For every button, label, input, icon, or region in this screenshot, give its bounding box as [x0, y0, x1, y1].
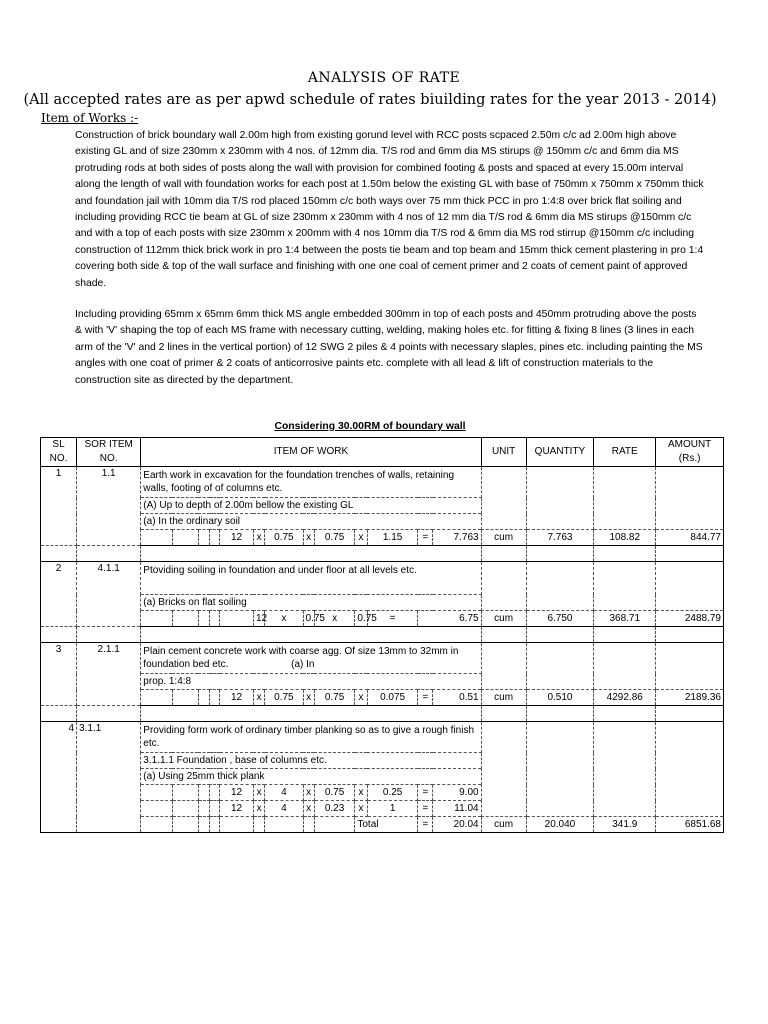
table-row [41, 643, 724, 674]
calc-number: 12 [253, 611, 264, 627]
calc-breadth: 0.75 [314, 690, 355, 706]
calc-breadth: 0.75 [314, 530, 355, 546]
calc-equals: = [418, 530, 433, 546]
table-row [41, 467, 724, 498]
calc-length: 4 [265, 801, 303, 817]
calc-times: x [303, 785, 314, 801]
calc-depth: 1.15 [367, 530, 418, 546]
table-header-row [41, 438, 724, 467]
total-result: 20.04 [433, 817, 481, 833]
calc-length: 0.75 [303, 611, 314, 627]
item-2-sub-item: (a) Bricks on flat soiling [141, 595, 481, 611]
calc-result: 0.51 [433, 690, 481, 706]
calc-length: 0.75 [265, 530, 303, 546]
calc-times: x [303, 690, 314, 706]
item-1-sub-item: (a) In the ordinary soil [141, 514, 481, 530]
table-row [41, 817, 724, 833]
calc-result: 7.763 [433, 530, 481, 546]
header-amount: AMOUNT (Rs.) [656, 438, 724, 467]
item-3-proportion: prop. 1:4:8 [141, 674, 481, 690]
item-3-description [141, 643, 481, 674]
calc-result: 9.00 [433, 785, 481, 801]
item-1-quantity: 7.763 [526, 530, 594, 546]
calc-depth: 0.075 [367, 690, 418, 706]
calc-number: 12 [220, 801, 254, 817]
calc-times: x [355, 690, 367, 706]
spacer-row [41, 627, 724, 643]
item-3-quantity: 0.510 [526, 690, 594, 706]
table-row [41, 722, 724, 753]
calc-times: x [253, 801, 264, 817]
table-row [41, 611, 724, 627]
calc-result: 11.04 [433, 801, 481, 817]
item-4-quantity: 20.040 [526, 817, 594, 833]
item-2-rate: 368.71 [594, 611, 656, 627]
item-1-rate: 108.82 [594, 530, 656, 546]
spacer-row [41, 706, 724, 722]
calc-times: x [303, 801, 314, 817]
header-rate: RATE [594, 438, 656, 467]
calc-times: x [265, 611, 303, 627]
item-3-sub-item: (a) In [291, 659, 315, 670]
calc-times: x [314, 611, 355, 627]
item-3-rate: 4292.86 [594, 690, 656, 706]
calc-depth: 1 [367, 801, 418, 817]
calc-breadth: 0.23 [314, 801, 355, 817]
item-3-description-text: Plain cement concrete work with coarse agg. Of size 13mm to 32mm in foundation bed etc. [143, 646, 459, 670]
spacer-row [41, 546, 724, 562]
calc-equals: = [418, 801, 433, 817]
item-3-unit: cum [481, 690, 526, 706]
header-quantity: QUANTITY [526, 438, 594, 467]
calc-result: 6.75 [418, 611, 481, 627]
item-2-description: Ptoviding soiling in foundation and under floor at all levels etc. [141, 562, 481, 595]
item-3-sl: 3 [41, 643, 77, 706]
calc-times: x [355, 801, 367, 817]
work-description-paragraph-1: Construction of brick boundary wall 2.00m high from existing gorund level with RCC posts scpaced 2.50m c/c ad 2.00m high above existing GL and of size 230mm x 230mm with 4 nos. of 12mm dia. T/S rod and 6mm dia MS stirups @ 150mm c/c and 6mm dia MS protruding rods at both sides of posts along the wall with provision for combined footing & posts and spaced at every 15.00m interval along the length of wall with foundation works for each post at 1.50m below the existing GL with base of 750mm x 750mm x 750mm thick and foundation jail with 10mm dia T/S rod placed 150mm c/c both ways over 75 mm thick PCC in pro 1:4:8 over brick flat soiling and including providing RCC tie beam at GL of size 230mm x 230mm with 4 nos of 12 mm dia T/S rod & 6mm dia MS stirups @150mm c/c and with a top of each posts with size 230mm x 200mm with 4 nos 10mm dia T/S rod & 6mm dia MS rod stirrup @150mm c/c including construction of 112mm thick brick work in pro 1:4 between the posts tie beam and top beam and 15mm thick cement plastering in pro 1:4 covering both side & top of the wall surface and finishing with one one coal of cement primer and 2 coats of cement paint of approved shade. [75, 130, 704, 289]
calc-equals: = [418, 785, 433, 801]
calc-breadth: 0.75 [314, 785, 355, 801]
calc-length: 0.75 [265, 690, 303, 706]
rate-analysis-table [40, 437, 724, 833]
header-sl-no: SL NO. [41, 438, 77, 467]
item-2-quantity: 6.750 [526, 611, 594, 627]
calc-times: x [253, 785, 264, 801]
calc-equals: = [367, 611, 418, 627]
header-item-of-work: ITEM OF WORK [141, 438, 481, 467]
calc-number: 12 [220, 530, 254, 546]
calc-number: 12 [220, 785, 254, 801]
item-2-amount: 2488.79 [656, 611, 724, 627]
items-of-work-label: Item of Works :- [41, 111, 139, 125]
calc-times: x [303, 530, 314, 546]
item-4-sl: 4 [41, 722, 77, 833]
item-1-amount: 844.77 [656, 530, 724, 546]
calc-times: x [253, 690, 264, 706]
item-4-description: Providing form work of ordinary timber planking so as to give a rough finish etc. [141, 722, 481, 753]
table-row [41, 562, 724, 595]
header-sor-item-no: SOR ITEM NO. [77, 438, 141, 467]
calc-times: x [355, 785, 367, 801]
item-4-sub-item: (a) Using 25mm thick plank [141, 769, 481, 785]
item-4-unit: cum [481, 817, 526, 833]
item-4-description-foundation: 3.1.1.1 Foundation , base of columns etc. [141, 753, 481, 769]
calc-length: 4 [265, 785, 303, 801]
work-description-paragraph-2: Including providing 65mm x 65mm 6mm thick MS angle embedded 300mm in top of each posts and 450mm protruding above the posts & with 'V' shaping the top of each MS frame with necessary cutting, welding, making holes etc. for fitting & fixing 8 lines (3 lines in each arm of the 'V' and 2 lines in the vertical portion) of 12 SWG 2 piles & 4 points with necessary slaples, pines etc. including painting the MS angles with one coat of primer & 2 coats of anticorrosive paints etc. complete with all lead & lift of construction materials to the construction site as directed by the department. [75, 309, 703, 386]
page-title: ANALYSIS OF RATE [307, 70, 461, 86]
total-label: Total [355, 817, 418, 833]
calc-times: x [253, 530, 264, 546]
item-2-unit: cum [481, 611, 526, 627]
calc-breadth: 0.75 [355, 611, 367, 627]
calc-equals: = [418, 690, 433, 706]
header-unit: UNIT [481, 438, 526, 467]
calc-depth: 0.25 [367, 785, 418, 801]
table-row [41, 530, 724, 546]
item-1-sl: 1 [41, 467, 77, 546]
item-4-amount: 6851.68 [656, 817, 724, 833]
item-1-sor: 1.1 [77, 467, 141, 546]
item-4-sor: 3.1.1 [77, 722, 141, 833]
total-equals: = [418, 817, 433, 833]
item-2-sl: 2 [41, 562, 77, 627]
considering-heading: Considering 30.00RM of boundary wall [274, 421, 466, 432]
calc-times: x [355, 530, 367, 546]
item-4-rate: 341.9 [594, 817, 656, 833]
item-1-unit: cum [481, 530, 526, 546]
item-1-description-depth: (A) Up to depth of 2.00m bellow the existing GL [141, 498, 481, 514]
calc-number: 12 [220, 690, 254, 706]
item-1-description: Earth work in excavation for the foundation trenches of walls, retaining walls, footing of of columns etc. [141, 467, 481, 498]
item-3-sor: 2.1.1 [77, 643, 141, 706]
table-row [41, 690, 724, 706]
item-2-sor: 4.1.1 [77, 562, 141, 627]
item-3-amount: 2189.36 [656, 690, 724, 706]
page-subtitle: (All accepted rates are as per apwd schedule of rates biuilding rates for the year 2013 - 2014) [23, 92, 717, 108]
